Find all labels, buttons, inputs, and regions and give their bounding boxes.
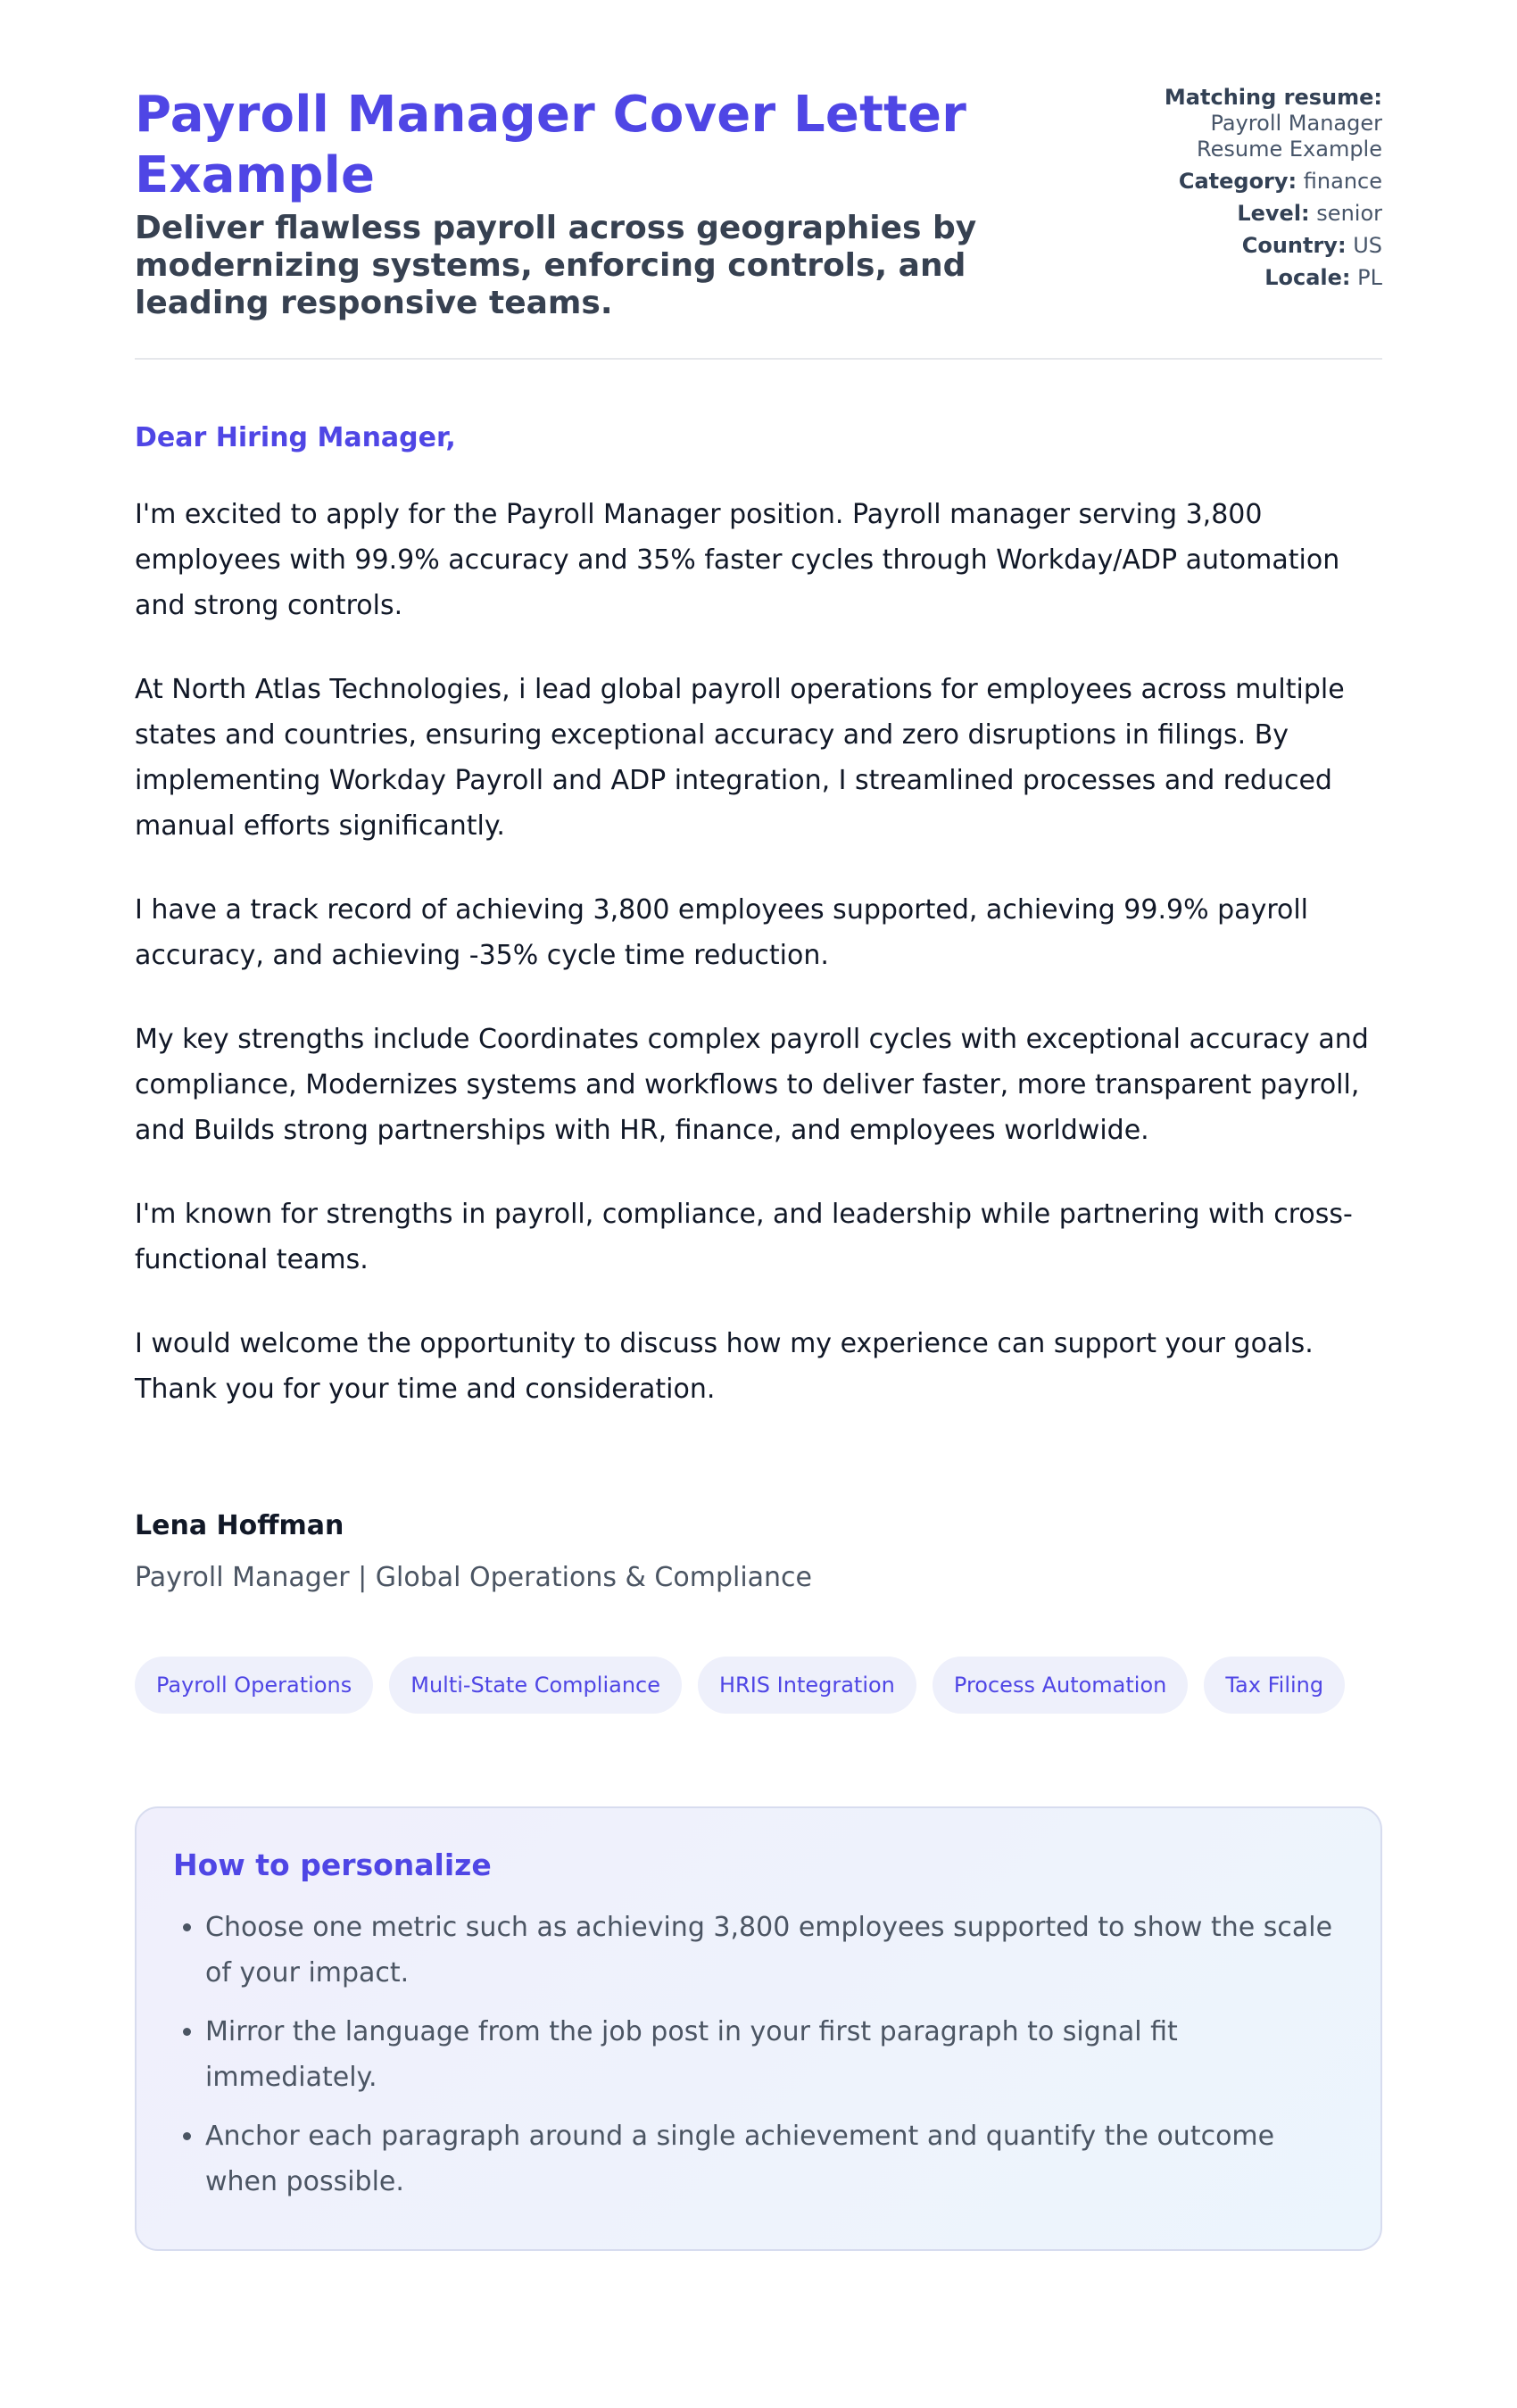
skill-tag: Tax Filing [1204, 1657, 1345, 1714]
locale-value: PL [1357, 265, 1382, 290]
tip-item: • Choose one metric such as achieving 3,800 employees supported to show the scale of your impact. [205, 1905, 1345, 1996]
country-label: Country: [1241, 233, 1347, 258]
skill-tag: HRIS Integration [698, 1657, 916, 1714]
country-value: US [1353, 233, 1382, 258]
level-value: senior [1316, 201, 1382, 226]
meta-country [1150, 233, 1382, 259]
personalize-tips-box [135, 1806, 1382, 2251]
resume-meta [1150, 85, 1382, 297]
skill-tag: Process Automation [933, 1657, 1188, 1714]
page-title: Payroll Manager Cover Letter Example [135, 86, 967, 204]
letter-paragraph: My key strengths include Coordinates complex payroll cycles with exceptional accuracy and compliance, Modernizes systems and workflows to deliver faster, more transparent payroll, and Builds strong partnerships with HR, finance, and employees worldwide. [135, 1024, 1369, 1146]
meta-category [1150, 169, 1382, 195]
page-subtitle: Deliver flawless payroll across geographies by modernizing systems, enforcing controls, and leading responsive teams. [135, 210, 977, 321]
tip-item: • Anchor each paragraph around a single achievement and quantify the outcome when possible. [205, 2113, 1345, 2205]
meta-level [1150, 201, 1382, 227]
letter-paragraph: I'm known for strengths in payroll, compliance, and leadership while partnering with cross-functional teams. [135, 1199, 1353, 1275]
skill-tags [135, 1657, 1382, 1714]
signature-role: Payroll Manager | Global Operations & Compliance [135, 1562, 813, 1593]
matching-resume-label: Matching resume: [1164, 85, 1382, 110]
letter-paragraph: I have a track record of achieving 3,800 employees supported, achieving 99.9% payroll accuracy, and achieving -35% cycle time reduction. [135, 894, 1309, 971]
signature-name: Lena Hoffman [135, 1510, 344, 1541]
page-header [135, 85, 1382, 358]
salutation: Dear Hiring Manager, [135, 422, 456, 453]
category-value: finance [1303, 169, 1382, 194]
letter-paragraph: I'm excited to apply for the Payroll Manager position. Payroll manager serving 3,800 employees with 99.9% accuracy and 35% faster cycles through Workday/ADP automation and strong controls. [135, 499, 1340, 621]
header-divider [135, 358, 1382, 360]
category-label: Category: [1178, 169, 1297, 194]
locale-label: Locale: [1264, 265, 1351, 290]
skill-tag: Multi-State Compliance [389, 1657, 682, 1714]
matching-resume [1150, 85, 1382, 162]
tips-list [173, 1905, 1345, 2205]
tip-item: • Mirror the language from the job post in your first paragraph to signal fit immediately. [205, 2009, 1345, 2100]
letter-body [135, 422, 1382, 1594]
matching-resume-link[interactable]: Payroll Manager Resume Example [1197, 111, 1382, 162]
letter-paragraph: At North Atlas Technologies, i lead global payroll operations for employees across multiple states and countries, ensuring exceptional accuracy and zero disruptions in filings. By implementing Workday Payroll and ADP integration, I streamlined processes and reduced manual efforts significantly. [135, 674, 1345, 842]
level-label: Level: [1237, 201, 1310, 226]
tips-title: How to personalize [173, 1848, 492, 1882]
skill-tag: Payroll Operations [135, 1657, 373, 1714]
meta-locale [1150, 265, 1382, 291]
letter-paragraph: I would welcome the opportunity to discuss how my experience can support your goals. Thank you for your time and consideration. [135, 1328, 1314, 1405]
